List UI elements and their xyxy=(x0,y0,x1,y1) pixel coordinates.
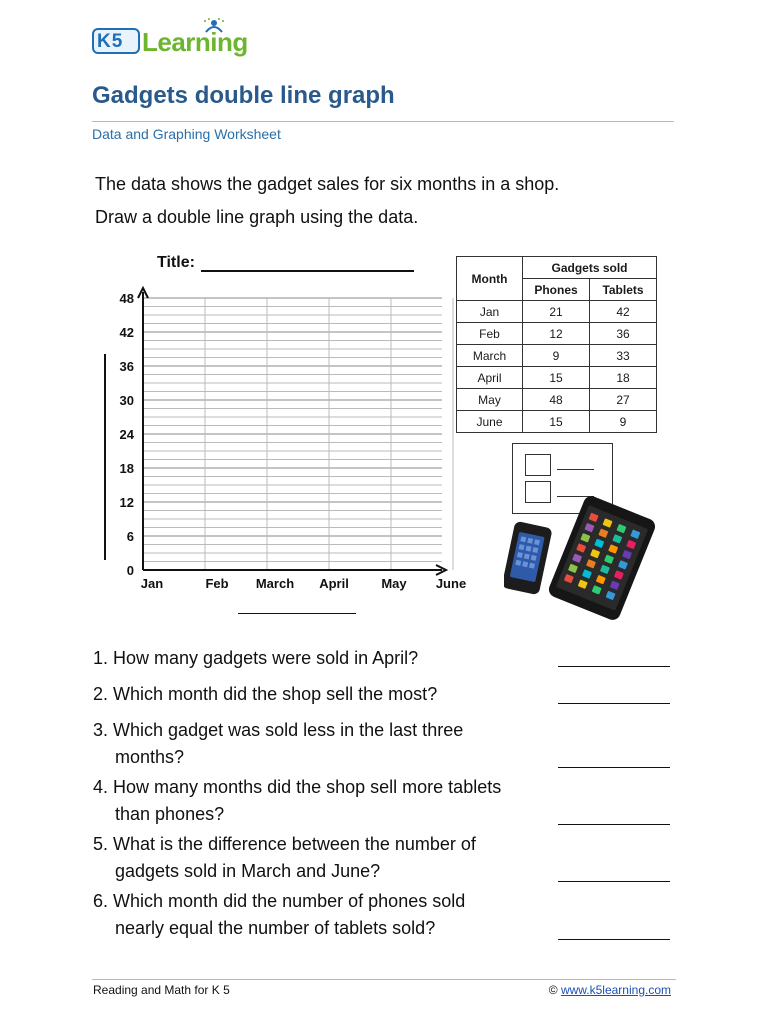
table-row xyxy=(457,323,657,345)
header-phones: Phones xyxy=(523,279,590,301)
tablet-icon xyxy=(547,494,658,620)
table-cell-phones: 15 xyxy=(523,367,590,389)
footer-tagline: Reading and Math for K 5 xyxy=(93,983,230,997)
answer-blank[interactable] xyxy=(558,824,670,825)
intro-line-2: Draw a double line graph using the data. xyxy=(95,207,419,227)
x-tick-label: March xyxy=(255,576,295,591)
question-4 xyxy=(93,774,501,828)
footer-divider xyxy=(92,979,676,980)
graph-grid xyxy=(143,298,453,570)
table-cell-tablets: 18 xyxy=(590,367,657,389)
gadget-sales-table xyxy=(456,256,657,433)
table-cell-phones: 12 xyxy=(523,323,590,345)
question-text-continued: gadgets sold in March and June? xyxy=(115,861,381,881)
footer-website-link[interactable]: www.k5learning.com xyxy=(560,983,671,997)
table-row xyxy=(457,367,657,389)
x-tick-label: Feb xyxy=(205,576,229,591)
k5-badge xyxy=(92,28,140,54)
question-text-continued: than phones? xyxy=(115,804,225,824)
y-tick-label: 48 xyxy=(119,291,134,306)
table-header-row xyxy=(457,257,657,279)
y-tick-label: 6 xyxy=(126,529,134,544)
question-1 xyxy=(93,645,418,672)
phone-icon xyxy=(504,521,553,595)
y-tick-label: 18 xyxy=(119,461,134,476)
table-cell-phones: 21 xyxy=(523,301,590,323)
y-tick-label: 42 xyxy=(119,325,134,340)
table-cell-month: April xyxy=(457,367,523,389)
question-text: Which gadget was sold less in the last three xyxy=(113,720,464,740)
question-3 xyxy=(93,717,463,771)
table-row xyxy=(457,411,657,433)
question-number: 5. xyxy=(93,834,109,854)
y-axis-ticks xyxy=(120,291,135,578)
question-6 xyxy=(93,888,465,942)
question-text: What is the difference between the number of xyxy=(113,834,476,854)
table-cell-phones: 9 xyxy=(523,345,590,367)
x-tick-label: June xyxy=(435,576,467,591)
table-row xyxy=(457,389,657,411)
copyright-symbol: © xyxy=(548,983,558,997)
table-cell-month: Feb xyxy=(457,323,523,345)
graph-title-label: Title: xyxy=(157,254,195,271)
header-gadgets-sold: Gadgets sold xyxy=(523,257,657,279)
table-cell-tablets: 36 xyxy=(590,323,657,345)
legend-blank-1[interactable] xyxy=(557,469,594,470)
worksheet-title: Gadgets double line graph xyxy=(92,82,395,109)
header-tablets: Tablets xyxy=(590,279,657,301)
question-2 xyxy=(93,681,437,708)
table-cell-phones: 48 xyxy=(523,389,590,411)
table-cell-phones: 15 xyxy=(523,411,590,433)
answer-blank[interactable] xyxy=(558,881,670,882)
answer-blank[interactable] xyxy=(558,703,670,704)
legend-swatch-1[interactable] xyxy=(525,454,551,476)
table-cell-month: May xyxy=(457,389,523,411)
header-month: Month xyxy=(457,257,523,301)
table-cell-tablets: 33 xyxy=(590,345,657,367)
table-cell-tablets: 9 xyxy=(590,411,657,433)
table-cell-month: March xyxy=(457,345,523,367)
y-tick-label: 24 xyxy=(119,427,134,442)
x-tick-label: May xyxy=(381,576,407,591)
table-row xyxy=(457,301,657,323)
y-tick-label: 30 xyxy=(119,393,134,408)
table-cell-month: June xyxy=(457,411,523,433)
table-body xyxy=(457,301,657,433)
table-row xyxy=(457,345,657,367)
question-number: 1. xyxy=(93,648,109,668)
worksheet-subtitle: Data and Graphing Worksheet xyxy=(92,126,281,142)
x-axis-label-blank[interactable] xyxy=(238,613,356,614)
logo-figure-icon xyxy=(200,18,228,38)
header-divider xyxy=(92,121,674,122)
table-cell-tablets: 27 xyxy=(590,389,657,411)
gadgets-illustration xyxy=(504,494,664,620)
question-number: 6. xyxy=(93,891,109,911)
answer-blank[interactable] xyxy=(558,666,670,667)
question-text: How many months did the shop sell more tablets xyxy=(113,777,502,797)
x-tick-label: Jan xyxy=(140,576,164,591)
graph-title-blank[interactable] xyxy=(201,270,414,272)
intro-line-1: The data shows the gadget sales for six months in a shop. xyxy=(95,174,560,194)
table-cell-tablets: 42 xyxy=(590,301,657,323)
y-tick-label: 12 xyxy=(119,495,134,510)
footer-copyright xyxy=(549,983,671,997)
question-text: Which month did the shop sell the most? xyxy=(113,684,438,704)
y-tick-label: 36 xyxy=(119,359,134,374)
y-axis-label-blank[interactable] xyxy=(104,354,106,560)
question-text-continued: months? xyxy=(115,747,185,767)
logo-wordmark: Learning xyxy=(142,27,248,57)
x-axis-ticks xyxy=(141,576,466,591)
question-text: Which month did the number of phones sold xyxy=(113,891,466,911)
answer-blank[interactable] xyxy=(558,939,670,940)
question-number: 3. xyxy=(93,720,109,740)
question-5 xyxy=(93,831,476,885)
y-tick-label: 0 xyxy=(126,563,134,578)
question-number: 2. xyxy=(93,684,109,704)
k5-learning-logo xyxy=(92,18,262,62)
question-number: 4. xyxy=(93,777,109,797)
k5-badge-text: K5 xyxy=(97,31,124,52)
table-cell-month: Jan xyxy=(457,301,523,323)
answer-blank[interactable] xyxy=(558,767,670,768)
x-tick-label: April xyxy=(319,576,349,591)
blank-line-graph[interactable] xyxy=(100,284,472,596)
question-text-continued: nearly equal the number of tablets sold? xyxy=(115,918,436,938)
question-text: How many gadgets were sold in April? xyxy=(113,648,419,668)
